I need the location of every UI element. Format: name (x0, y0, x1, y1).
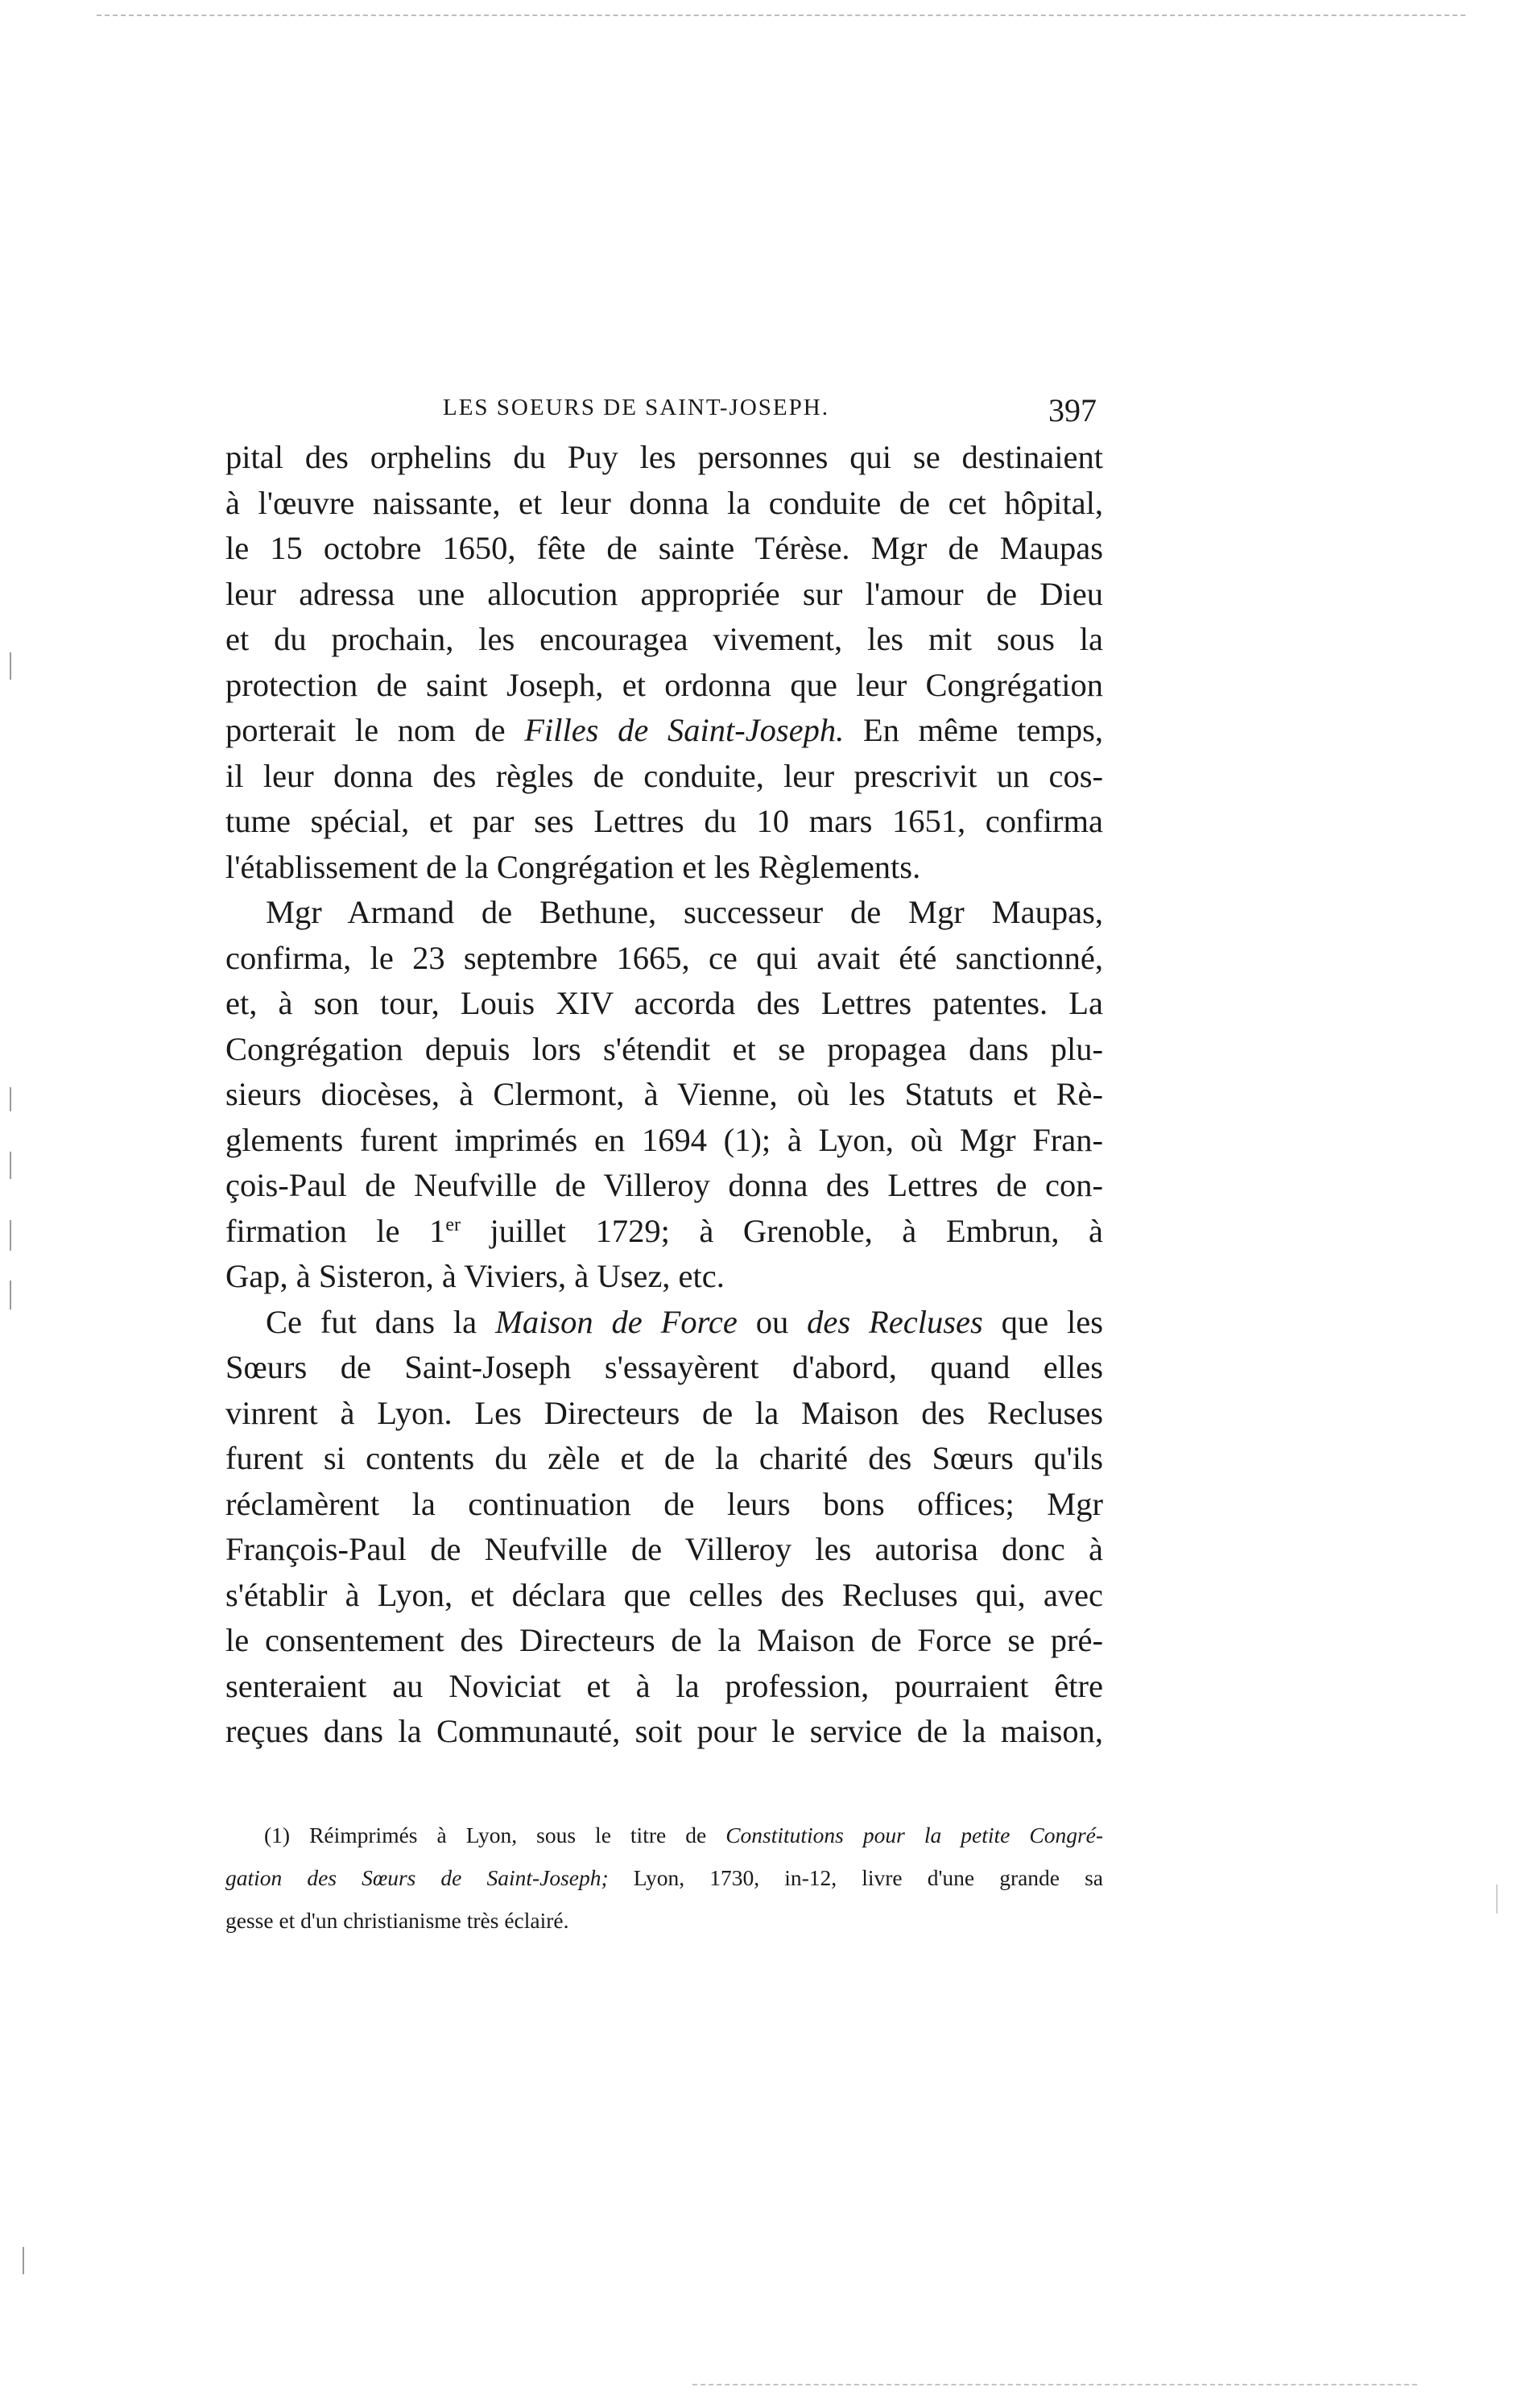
text-run: ou (755, 1303, 789, 1340)
text-line: glements furent imprimés en 1694 (1); à Lyon, où Mgr Fran- (225, 1121, 1103, 1158)
text-line: le 15 octobre 1650, fête de sainte Térèse. Mgr de Maupas (225, 530, 1103, 566)
scan-artifact-mark (23, 2247, 24, 2274)
scan-artifact-mark (10, 1152, 11, 1179)
text-line: Mgr Armand de Bethune, successeur de Mgr Maupas, (266, 894, 1103, 930)
italic-title: Filles de Saint-Joseph. (524, 712, 845, 748)
text-line: s'établir à Lyon, et déclara que celles des Recluses qui, avec (225, 1576, 1103, 1613)
footnote (225, 1814, 1103, 1942)
text-line (225, 708, 1103, 754)
text-line: et du prochain, les encouragea vivement, les mit sous la (225, 621, 1103, 657)
scan-artifact-mark (10, 1281, 11, 1310)
text-line: furent si contents du zèle et de la charité des Sœurs qu'ils (225, 1440, 1103, 1476)
running-head (225, 391, 1111, 432)
text-line: pital des orphelins du Puy les personnes qui se destinaient (225, 439, 1103, 475)
text-line: le consentement des Directeurs de la Maison de Force se pré- (225, 1622, 1103, 1658)
text-line: à l'œuvre naissante, et leur donna la conduite de cet hôpital, (225, 484, 1103, 521)
text-line: vinrent à Lyon. Les Directeurs de la Maison des Recluses (225, 1394, 1103, 1431)
text-run: porterait le nom de (225, 712, 506, 748)
running-title: LES SOEURS DE SAINT-JOSEPH. (443, 395, 829, 420)
text-line: sieurs diocèses, à Clermont, à Vienne, où les Statuts et Rè- (225, 1076, 1103, 1112)
page-number: 397 (1048, 392, 1097, 428)
text-line: reçues dans la Communauté, soit pour le service de la maison, (225, 1713, 1103, 1749)
text-run: juillet 1729; à Grenoble, à Embrun, à (490, 1212, 1103, 1249)
text-line: Congrégation depuis lors s'étendit et se propagea dans plu- (225, 1030, 1103, 1067)
text-line: protection de saint Joseph, et ordonna que leur Congrégation (225, 666, 1103, 703)
footnote-text: Lyon, 1730, in-12, livre d'une grande sa (633, 1865, 1104, 1890)
footnote-text: (1) Réimprimés à Lyon, sous le titre de (264, 1823, 707, 1847)
italic-term: des Recluses (807, 1303, 983, 1340)
ordinal-superscript: er (445, 1214, 461, 1235)
text-line: l'établissement de la Congrégation et les Règlements. (225, 848, 921, 885)
scan-artifact-mark (10, 1220, 11, 1251)
text-line (225, 1300, 1103, 1346)
text-run: En même temps, (862, 712, 1104, 748)
text-line: François-Paul de Neufville de Villeroy les autorisa donc à (225, 1531, 1103, 1567)
text-run: firmation le 1 (225, 1212, 446, 1249)
text-line: çois-Paul de Neufville de Villeroy donna des Lettres de con- (225, 1167, 1103, 1203)
text-line: leur adressa une allocution appropriée sur l'amour de Dieu (225, 575, 1103, 612)
text-line: tume spécial, et par ses Lettres du 10 mars 1651, confirma (225, 803, 1103, 839)
footnote-italic-title: Constitutions pour la petite Congré- (725, 1823, 1104, 1847)
text-line: senteraient au Noviciat et à la profession, pourraient être (225, 1667, 1103, 1704)
text-line: et, à son tour, Louis XIV accorda des Lettres patentes. La (225, 985, 1103, 1021)
text-line: Gap, à Sisteron, à Viviers, à Usez, etc. (225, 1258, 725, 1294)
scan-artifact-mark (10, 652, 11, 680)
text-line (225, 1209, 1103, 1255)
italic-term: Maison de Force (495, 1303, 738, 1340)
text-run: que les (1001, 1303, 1103, 1340)
footnote-line: gesse et d'un christianisme très éclairé. (225, 1908, 569, 1933)
body-text (225, 435, 1103, 1755)
text-line: réclamèrent la continuation de leurs bons offices; Mgr (225, 1485, 1103, 1522)
scan-artifact-top (97, 14, 1465, 16)
text-line: confirma, le 23 septembre 1665, ce qui avait été sanctionné, (225, 939, 1103, 976)
footnote-line (225, 1856, 1103, 1899)
text-line: Sœurs de Saint-Joseph s'essayèrent d'abord, quand elles (225, 1349, 1103, 1385)
scan-artifact-mark (10, 1087, 11, 1111)
scan-artifact-bottom (692, 2384, 1417, 2385)
footnote-italic-title: gation des Sœurs de Saint-Joseph; (225, 1865, 609, 1890)
scan-artifact-mark (1496, 1885, 1498, 1914)
footnote-line (225, 1814, 1103, 1856)
text-line: il leur donna des règles de conduite, leur prescrivit un cos- (225, 757, 1103, 794)
text-run: Ce fut dans la (266, 1303, 477, 1340)
